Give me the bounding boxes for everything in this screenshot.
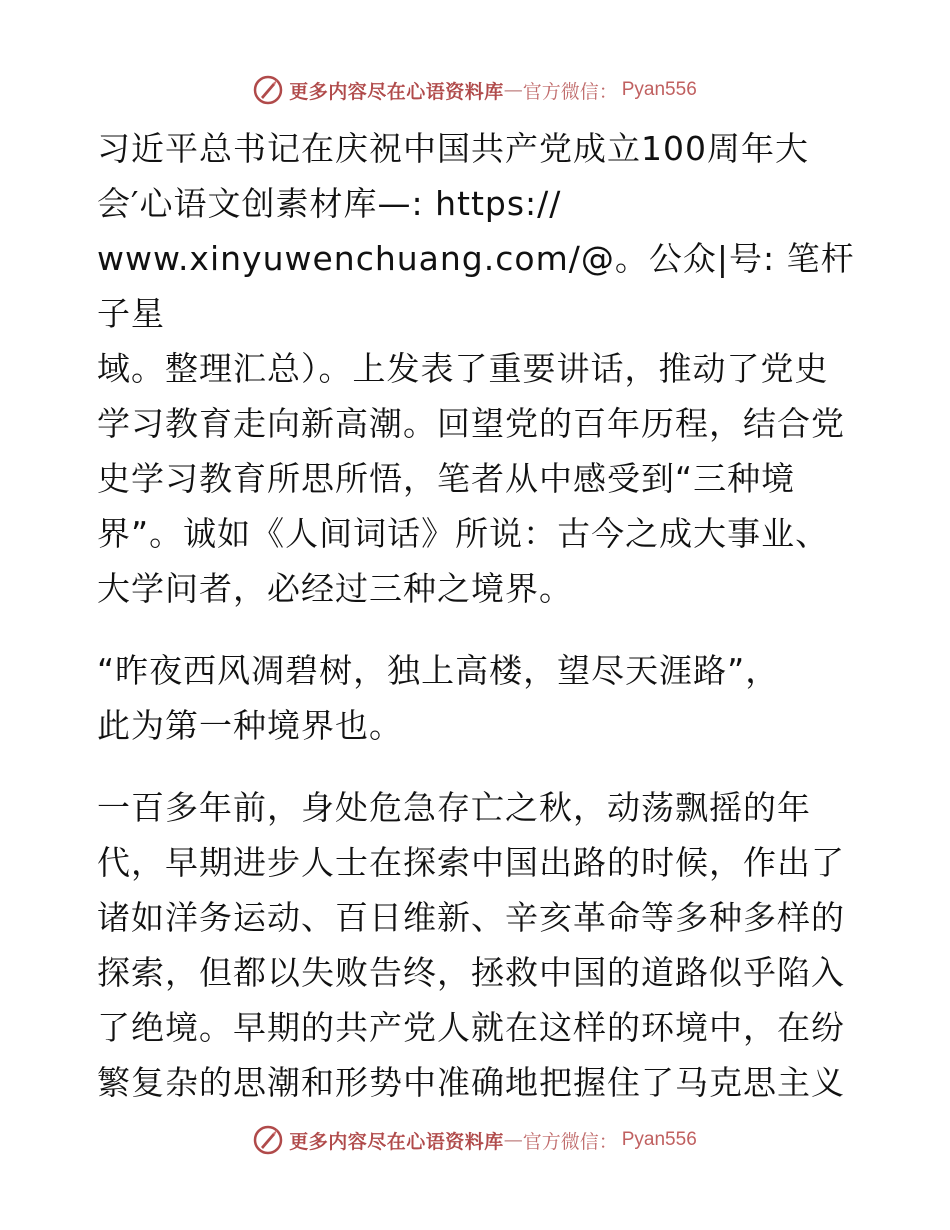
paragraph-line: 代，早期进步人士在探索中国出路的时候，作出了: [97, 843, 845, 882]
banner-brand-text: 更多内容尽在心语资料库: [289, 80, 504, 103]
paragraph-line: [97, 176, 857, 231]
paragraph-line: 大学问者，必经过三种之境界。: [97, 569, 573, 608]
paragraph-line-url: www.xinyuwenchuang.com/@。公众|号: 笔杆子星: [97, 239, 855, 333]
paragraph-line: 域。整理汇总）。上发表了重要讲话，推动了党史: [97, 349, 829, 388]
paragraph-line: 此为第一种境界也。: [97, 706, 403, 745]
paragraph-3: [97, 780, 857, 1110]
line-text-with-url: 会′心语文创素材库—: https://: [97, 184, 562, 223]
banner-wechat-label: 官方微信：: [522, 1130, 618, 1153]
paragraph-line: 界”。诚如《人间词话》所说：古今之成大事业、: [97, 514, 830, 553]
banner-brand-text: 更多内容尽在心语资料库: [289, 1130, 504, 1153]
paragraph-line: 一百多年前，身处危急存亡之秋，动荡飘摇的年: [97, 788, 811, 827]
header-watermark-banner: [0, 70, 950, 110]
banner-wechat-handle: Pyan556: [621, 79, 697, 100]
paragraph-line: 学习教育走向新高潮。回望党的百年历程，结合党: [97, 404, 845, 443]
paragraph-line: 了绝境。早期的共产党人就在这样的环境中，在纷: [97, 1008, 845, 1047]
paragraph-line: “昨夜西风凋碧树，独上高楼，望尽天涯路”，: [97, 651, 780, 690]
quill-pen-logo-icon: [253, 75, 283, 105]
banner-separator: —: [503, 79, 523, 101]
paragraph-line: 习近平总书记在庆祝中国共产党成立100周年大: [97, 129, 809, 168]
footer-watermark-banner: [0, 1120, 950, 1160]
paragraph-line: 诸如洋务运动、百日维新、辛亥革命等多种多样的: [97, 898, 845, 937]
paragraph-1: [97, 121, 857, 616]
paragraph-line: 史学习教育所思所悟，笔者从中感受到“三种境: [97, 459, 796, 498]
paragraph-line: 繁复杂的思潮和形势中准确地把握住了马克思主义: [97, 1063, 845, 1102]
paragraph-2-quote: [97, 643, 857, 753]
quill-pen-logo-icon: [253, 1125, 283, 1155]
paragraph-line: 探索，但都以失败告终，拯救中国的道路似乎陷入: [97, 953, 845, 992]
banner-separator: —: [503, 1129, 523, 1151]
article-body: [97, 121, 857, 1110]
banner-wechat-handle: Pyan556: [621, 1129, 697, 1150]
banner-wechat-label: 官方微信：: [522, 80, 618, 103]
